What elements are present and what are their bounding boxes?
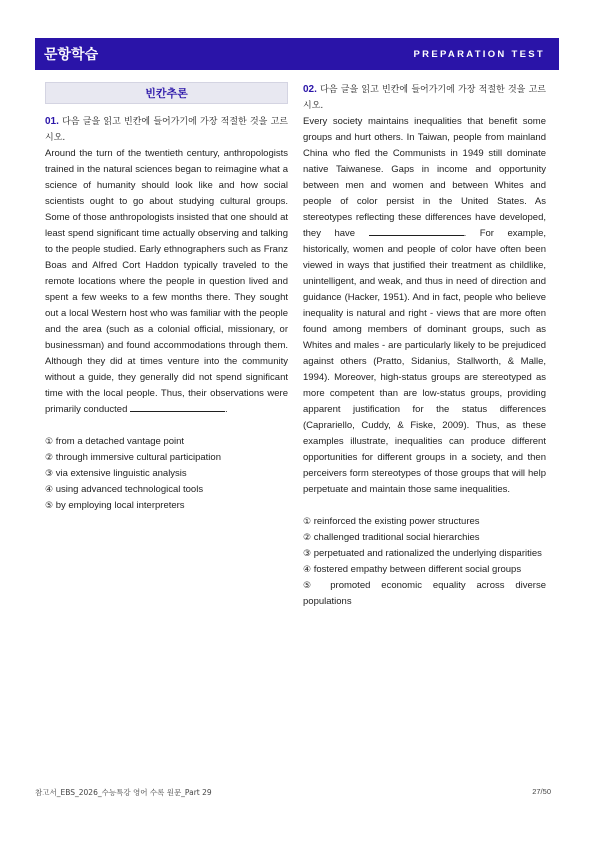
option-number: ②: [303, 533, 312, 543]
answer-option[interactable]: [303, 562, 546, 578]
question-2-number: 02.: [303, 84, 317, 95]
answer-blank: [369, 226, 464, 236]
question-1-number: 01.: [45, 116, 59, 127]
passage-text-end: .: [225, 404, 228, 415]
left-column: [45, 82, 288, 514]
option-text: challenged traditional social hierarchies: [313, 532, 480, 543]
option-number: ⑤: [303, 581, 320, 591]
question-2-header: [303, 82, 546, 114]
answer-option[interactable]: [303, 530, 546, 546]
question-2-instruction: 다음 글을 읽고 빈칸에 들어가기에 가장 적절한 것을 고르시오.: [303, 85, 546, 111]
header-tag: PREPARATION TEST: [413, 48, 545, 60]
option-text: from a detached vantage point: [55, 436, 185, 447]
answer-blank: [130, 402, 225, 412]
passage-text-end: . For example, historically, women and people of color have often been viewed in ways that justified their treatment as childlike, unintelligent, and weak, and thus in need of direction and guidance (Hacker, 1951). And in fact, people who believe inequality is natural and right - views that are more often found among members of dominant groups, such as Whites and males - are particularly likely to be prejudiced against others (Pratto, Sidanius, Stallworth, & Malle, 1994). Moreover, high-status groups are stereotyped as more competent than are low-status groups, providing apparent justification for the status differences (Caprariello, Cuddy, & Fiske, 2009). Thus, as these examples illustrate, inequalities can produce different opportunities for different groups in a society, and then perceivers form stereotypes of those groups that will help perpetuate and maintain those same inequalities.: [303, 228, 546, 495]
option-number: ③: [45, 469, 54, 479]
option-text: fostered empathy between different social groups: [313, 564, 522, 575]
option-number: ①: [303, 517, 312, 527]
option-number: ①: [45, 437, 54, 447]
option-text: promoted economic equality across diverse populations: [303, 580, 547, 607]
option-text: by employing local interpreters: [55, 500, 185, 511]
footer-source: 참고서_EBS_2026_수능특강 영어 수록 원문_Part 29: [35, 788, 212, 797]
section-title: 빈칸추론: [45, 82, 288, 104]
option-number: ⑤: [45, 501, 54, 511]
option-text: using advanced technological tools: [55, 484, 204, 495]
option-number: ②: [45, 453, 54, 463]
answer-option[interactable]: [303, 578, 546, 610]
option-number: ④: [303, 565, 312, 575]
answer-option[interactable]: [303, 546, 546, 562]
question-2-options: [303, 514, 546, 610]
page-header: [35, 38, 559, 70]
option-number: ③: [303, 549, 312, 559]
answer-option[interactable]: [45, 482, 288, 498]
answer-option[interactable]: [303, 514, 546, 530]
answer-option[interactable]: [45, 434, 288, 450]
answer-option[interactable]: [45, 466, 288, 482]
question-1-instruction: 다음 글을 읽고 빈칸에 들어가기에 가장 적절한 것을 고르시오.: [45, 117, 288, 143]
answer-option[interactable]: [45, 498, 288, 514]
answer-option[interactable]: [45, 450, 288, 466]
question-1-options: [45, 434, 288, 514]
passage-text: Around the turn of the twentieth century, anthropologists trained in the natural sciences began to reimagine what a science of humanity should look like and how social scientists ought to go about studying cultural groups. Some of those anthropologists insisted that one should at least spend significant time actually observing and talking to the people studied. Early ethnographers such as Franz Boas and Alfred Cort Haddon typically traveled to the remote locations where the people in question lived and spent a few weeks to a few months there. They sought out a local Western host who was familiar with the people and the area (such as a colonial official, missionary, or businessman) and found accommodations through them. Although they did at times venture into the community without a guide, they generally did not spend significant time with the local people. Thus, their observations were primarily conducted: [45, 148, 288, 415]
header-brand: 문항학습: [44, 47, 99, 63]
page-number: 27/50: [532, 787, 551, 796]
option-text: via extensive linguistic analysis: [55, 468, 187, 479]
option-number: ④: [45, 485, 54, 495]
right-column: [303, 82, 546, 610]
option-text: perpetuated and rationalized the underlying disparities: [313, 548, 542, 559]
question-1-passage: [45, 146, 288, 418]
option-text: reinforced the existing power structures: [313, 516, 480, 527]
option-text: through immersive cultural participation: [55, 452, 221, 463]
passage-text: Every society maintains inequalities that benefit some groups and hurt others. In Taiwan, people from mainland China who fled the Communists in 1949 still dominate native Taiwanese. Gaps in income and opportunity between men and women and between Whites and people of color persist in the United States. As stereotypes reflecting these differences have developed, they have: [303, 116, 546, 239]
question-2-passage: [303, 114, 546, 498]
question-1-header: [45, 114, 288, 146]
